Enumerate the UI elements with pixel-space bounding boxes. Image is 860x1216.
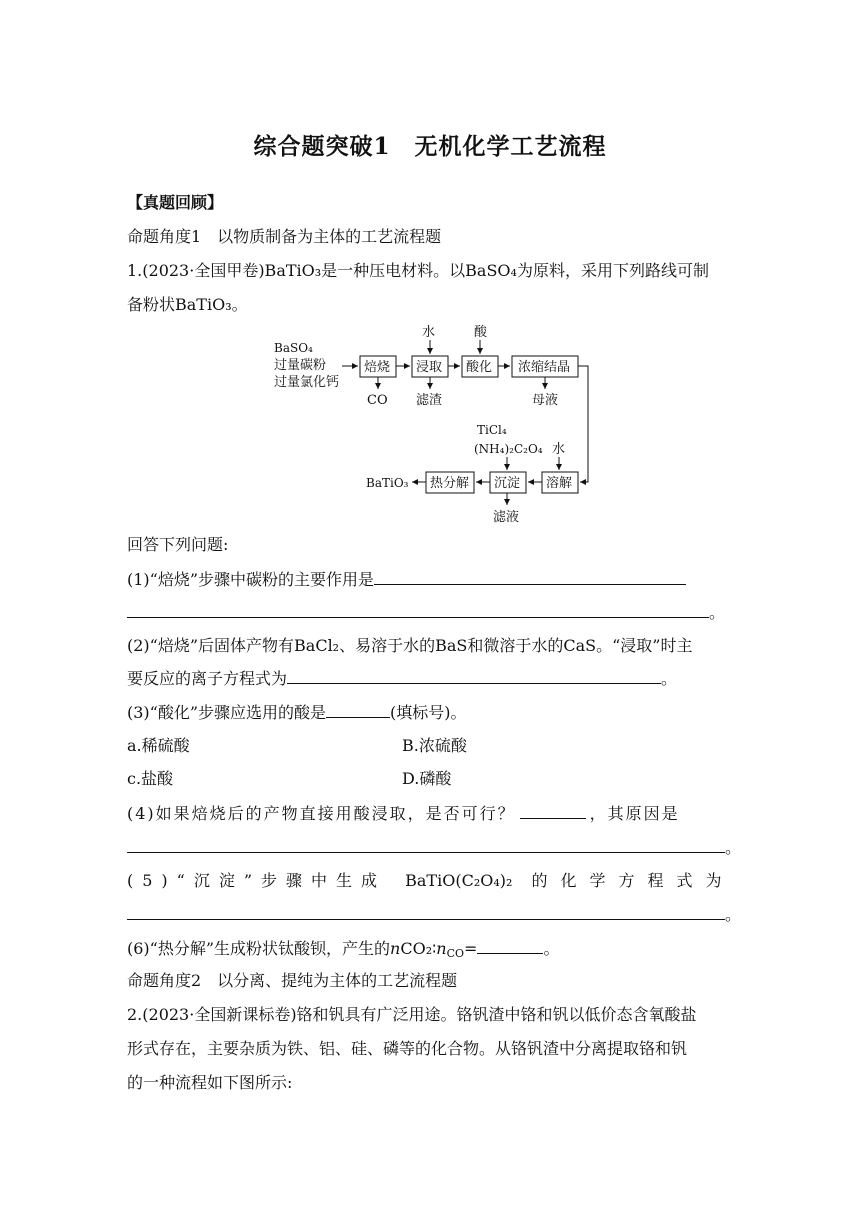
q1-part6-period: 。 [543, 939, 560, 958]
q1-part5-suffix: 的化学方程式为 [531, 871, 735, 890]
flow-output-mother-liquor: 母液 [532, 393, 559, 408]
q1-part1-blank-2[interactable] [127, 601, 709, 618]
q1-part4-suffix: ，其原因是 [589, 804, 680, 823]
flow-step-roast: 焙烧 [364, 360, 391, 375]
q1-part4-blank[interactable] [520, 802, 586, 819]
section-label: 【真题回顾】 [127, 193, 224, 212]
flow-step-leach: 浸取 [416, 360, 443, 375]
q1-part4-blank-2[interactable] [127, 836, 725, 853]
flow-feed-carbon: 过量碳粉 [274, 358, 327, 373]
q1-part6-eq: = [464, 939, 478, 958]
q1-part1 [127, 568, 686, 591]
q1-part1-period: 。 [709, 603, 726, 622]
q1-part6-n1: n [390, 939, 401, 958]
q1-part3-blank[interactable] [326, 701, 390, 718]
angle1-heading: 命题角度1 以物质制备为主体的工艺流程题 [127, 227, 442, 246]
flow-input-acid: 酸 [474, 325, 488, 340]
flow-output-residue: 滤渣 [416, 393, 443, 408]
q1-part2-period: 。 [661, 669, 678, 688]
q1-part6-text: (6)“热分解”生成粉状钛酸钡，产生的 [127, 939, 391, 958]
q1-part6-n2: n [436, 939, 447, 958]
q1-intro-line1: 1.(2023·全国甲卷)BaTiO₃是一种压电材料。以BaSO₄为原料，采用下列路线可制 [127, 261, 709, 280]
q1-part5-blank[interactable] [127, 903, 725, 920]
flow-step-dissolve: 溶解 [546, 476, 573, 491]
flow-product: BaTiO₃ [366, 476, 409, 490]
q1-part4 [127, 802, 680, 825]
process-flow-diagram [270, 322, 600, 527]
flow-step-acidify: 酸化 [466, 360, 493, 375]
q1-option-a: a.稀硫酸 [127, 736, 190, 755]
q1-part1-cont [127, 601, 725, 624]
flow-input-water: 水 [422, 325, 436, 340]
flow-step-concentrate: 浓缩结晶 [518, 360, 571, 375]
angle2-heading: 命题角度2 以分离、提纯为主体的工艺流程题 [127, 971, 458, 990]
q1-part5-period: 。 [725, 905, 742, 924]
q1-part6-blank[interactable] [477, 937, 543, 954]
q2-line3: 的一种流程如下图所示: [127, 1073, 293, 1092]
flow-input-oxalate: (NH₄)₂C₂O₄ [474, 442, 543, 456]
q1-part3-text: (3)“酸化”步骤应选用的酸是 [127, 703, 327, 722]
q1-answer-prompt: 回答下列问题: [127, 535, 229, 554]
q1-part6-colon: ∶ [432, 939, 437, 958]
q1-option-d: D.磷酸 [402, 769, 452, 788]
q1-part5-text: (5)“沉淀”步骤中生成 [127, 871, 387, 890]
flow-step-precipitate: 沉淀 [494, 476, 521, 491]
flow-output-co: CO [367, 393, 388, 408]
q1-part5-cont [127, 903, 741, 926]
q1-option-c: c.盐酸 [127, 769, 174, 788]
q1-part1-text: (1)“焙烧”步骤中碳粉的主要作用是 [127, 570, 375, 589]
flow-input-water2: 水 [552, 442, 566, 457]
q1-part2-text: 要反应的离子方程式为 [127, 669, 288, 688]
q2-line1: 2.(2023·全国新课标卷)铬和钒具有广泛用途。铬钒渣中铬和钒以低价态含氧酸盐 [127, 1005, 697, 1024]
q1-part6-co2: CO₂ [400, 939, 433, 958]
flow-step-pyrolysis: 热分解 [430, 476, 470, 491]
q1-option-b: B.浓硫酸 [402, 736, 467, 755]
page-title: 综合题突破1 无机化学工艺流程 [253, 133, 607, 160]
q1-part4-period: 。 [725, 838, 742, 857]
q1-part1-blank[interactable] [374, 568, 686, 585]
flow-input-ticl4: TiCl₄ [477, 423, 507, 437]
q1-part6-co: CO [446, 947, 465, 960]
q1-part3 [127, 701, 467, 724]
flow-feed-baso4: BaSO₄ [274, 341, 313, 355]
q1-part2-blank[interactable] [287, 667, 661, 684]
q1-part5 [127, 870, 735, 892]
q2-line2: 形式存在，主要杂质为铁、铝、硅、磷等的化合物。从铬钒渣中分离提取铬和钒 [127, 1039, 688, 1058]
flow-feed-cacl2: 过量氯化钙 [274, 375, 340, 390]
q1-part4-text: (4)如果焙烧后的产物直接用酸浸取，是否可行？ [127, 804, 516, 823]
q1-part3-suffix: (填标号)。 [390, 703, 467, 722]
q1-part5-formula: BaTiO(C₂O₄)₂ [405, 871, 513, 890]
q1-intro-line2: 备粉状BaTiO₃。 [127, 295, 248, 314]
q1-part2-line1: (2)“焙烧”后固体产物有BaCl₂、易溶于水的BaS和微溶于水的CaS。“浸取”时主 [127, 636, 693, 655]
q1-part4-cont [127, 836, 741, 859]
flow-output-filtrate: 滤液 [493, 510, 520, 525]
q1-part2-line2 [127, 667, 677, 690]
q1-part6 [127, 937, 559, 960]
